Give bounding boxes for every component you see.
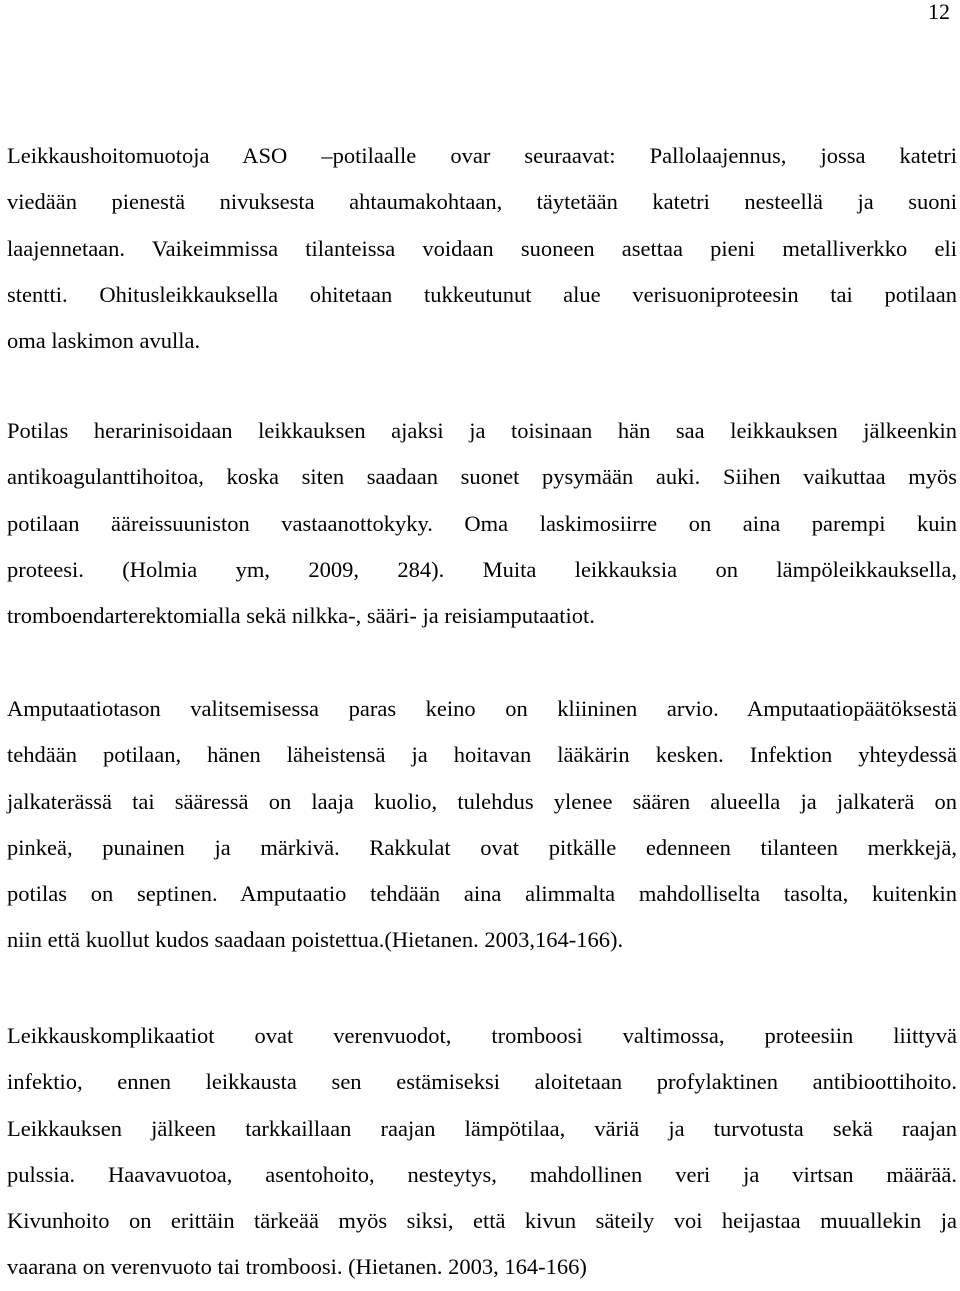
- text-line: viedään pienestä nivuksesta ahtaumakohtaan, täytetään katetri nesteellä ja suoni: [7, 189, 957, 215]
- text-line: pinkeä, punainen ja märkivä. Rakkulat ovat pitkälle edenneen tilanteen merkkejä,: [7, 834, 957, 860]
- text-line: laajennetaan. Vaikeimmissa tilanteissa voidaan suoneen asettaa pieni metalliverkko eli: [7, 235, 957, 261]
- text-line: pulssia. Haavavuotoa, asentohoito, nesteytys, mahdollinen veri ja virtsan määrää.: [7, 1161, 957, 1187]
- text-line: tromboendarterektomialla sekä nilkka-, sääri- ja reisiamputaatiot.: [7, 603, 595, 629]
- text-line: antikoagulanttihoitoa, koska siten saadaan suonet pysymään auki. Siihen vaikuttaa myös: [7, 464, 957, 490]
- paragraph-leikkaushoitomuodot: [7, 133, 957, 364]
- text-line: jalkaterässä tai sääressä on laaja kuolio, tulehdus ylenee säären alueella ja jalkaterä on: [7, 788, 957, 814]
- text-line: potilas on septinen. Amputaatio tehdään aina alimmalta mahdolliselta tasolta, kuitenkin: [7, 881, 957, 907]
- paragraph-amputaatiotaso: [7, 686, 957, 964]
- paragraph-leikkauskomplikaatiot: [7, 1013, 957, 1291]
- text-line: Kivunhoito on erittäin tärkeää myös siksi, että kivun säteily voi heijastaa muuallekin ja: [7, 1208, 957, 1234]
- text-line: infektio, ennen leikkausta sen estämiseksi aloitetaan profylaktinen antibioottihoito.: [7, 1069, 957, 1095]
- text-line: Amputaatiotason valitsemisessa paras keino on kliininen arvio. Amputaatiopäätöksestä: [7, 696, 957, 721]
- text-line: proteesi. (Holmia ym, 2009, 284). Muita leikkauksia on lämpöleikkauksella,: [7, 556, 957, 582]
- text-line: Leikkaushoitomuotoja ASO –potilaalle ovar seuraavat: Pallolaajennus, jossa katetri: [7, 143, 957, 168]
- text-line: Leikkauskomplikaatiot ovat verenvuodot, tromboosi valtimossa, proteesiin liittyvä: [7, 1023, 957, 1048]
- text-line: vaarana on verenvuoto tai tromboosi. (Hietanen. 2003, 164-166): [7, 1254, 587, 1280]
- text-line: stentti. Ohitusleikkauksella ohitetaan tukkeutunut alue verisuoniproteesin tai potilaan: [7, 281, 957, 307]
- text-line: oma laskimon avulla.: [7, 328, 201, 354]
- text-line: Leikkauksen jälkeen tarkkaillaan raajan lämpötilaa, väriä ja turvotusta sekä raajan: [7, 1115, 957, 1141]
- text-line: Potilas herarinisoidaan leikkauksen ajaksi ja toisinaan hän saa leikkauksen jälkeenkin: [7, 418, 957, 443]
- text-line: tehdään potilaan, hänen läheistensä ja hoitavan lääkärin kesken. Infektion yhteydessä: [7, 742, 957, 768]
- page-number: 12: [928, 0, 950, 24]
- text-line: niin että kuollut kudos saadaan poistettua.(Hietanen. 2003,164-166).: [7, 927, 624, 953]
- paragraph-heparinisointi: [7, 408, 957, 639]
- text-line: potilaan ääreissuuniston vastaanottokyky. Oma laskimosiirre on aina parempi kuin: [7, 510, 957, 536]
